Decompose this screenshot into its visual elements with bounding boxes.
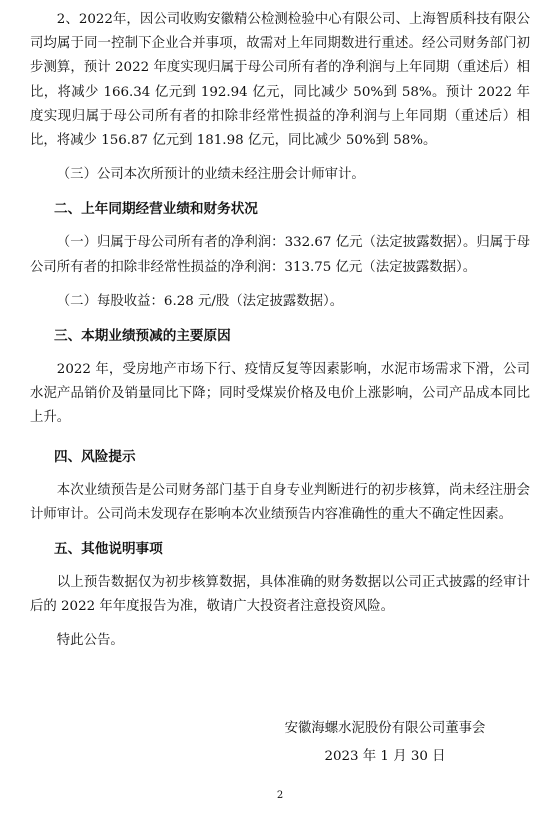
paragraph-other: 以上预告数据仅为初步核算数据，具体准确的财务数据以公司正式披露的经审计后的 2022 年年度报告为准，敬请广大投资者注意投资风险。 (30, 575, 530, 615)
paragraph-closing: 特此公告。 (56, 633, 124, 649)
section-heading-risk: 四、风险提示 (54, 448, 136, 465)
signature-company: 安徽海螺水泥股份有限公司董事会 (284, 721, 486, 736)
paragraph-net-profit: （一）归属于母公司所有者的净利润：332.67 亿元（法定披露数据）。归属于母公司所有者的扣除非经常性损益的净利润：313.75 亿元（法定披露数据）。 (30, 235, 530, 275)
paragraph-risk: 本次业绩预告是公司财务部门基于自身专业判断进行的初步核算，尚未经注册会计师审计。公司尚未发现存在影响本次业绩预告内容准确性的重大不确定性因素。 (30, 482, 530, 522)
paragraph-restatement: 2、2022年，因公司收购安徽精公检测检验中心有限公司、上海智质科技有限公司均属于同一控制下企业合并事项，故需对上年同期数进行重述。经公司财务部门初步测算，预计 2022 年度实现归属于母公司所有者的净利润与上年同期（重述后）相比，将减少 166.34 亿元到 192.94 亿元，同比减少 50%到 58%。预计 2022 年度实现归属于母公司所有者的扣除非经常性损益的净利润与上年同期（重述后）相比，将减少 156.87 亿元到 181.98 亿元，同比减少 50%到 58%。 (30, 12, 530, 149)
section-heading-other: 五、其他说明事项 (54, 541, 163, 558)
paragraph-reasons: 2022 年，受房地产市场下行、疫情反复等因素影响，水泥市场需求下滑，公司水泥产品销价及销量同比下降；同时受煤炭价格及电价上涨影响，公司产品成本同比上升。 (30, 362, 530, 426)
section-heading-reasons: 三、本期业绩预减的主要原因 (54, 328, 231, 345)
page-number: 2 (276, 790, 284, 801)
signature-date: 2023 年 1 月 30 日 (324, 749, 446, 764)
paragraph-unaudited-note: （三）公司本次所预计的业绩未经注册会计师审计。 (56, 167, 365, 183)
paragraph-eps: （二）每股收益：6.28 元/股（法定披露数据）。 (56, 293, 344, 309)
section-heading-prior-year: 二、上年同期经营业绩和财务状况 (54, 201, 258, 218)
